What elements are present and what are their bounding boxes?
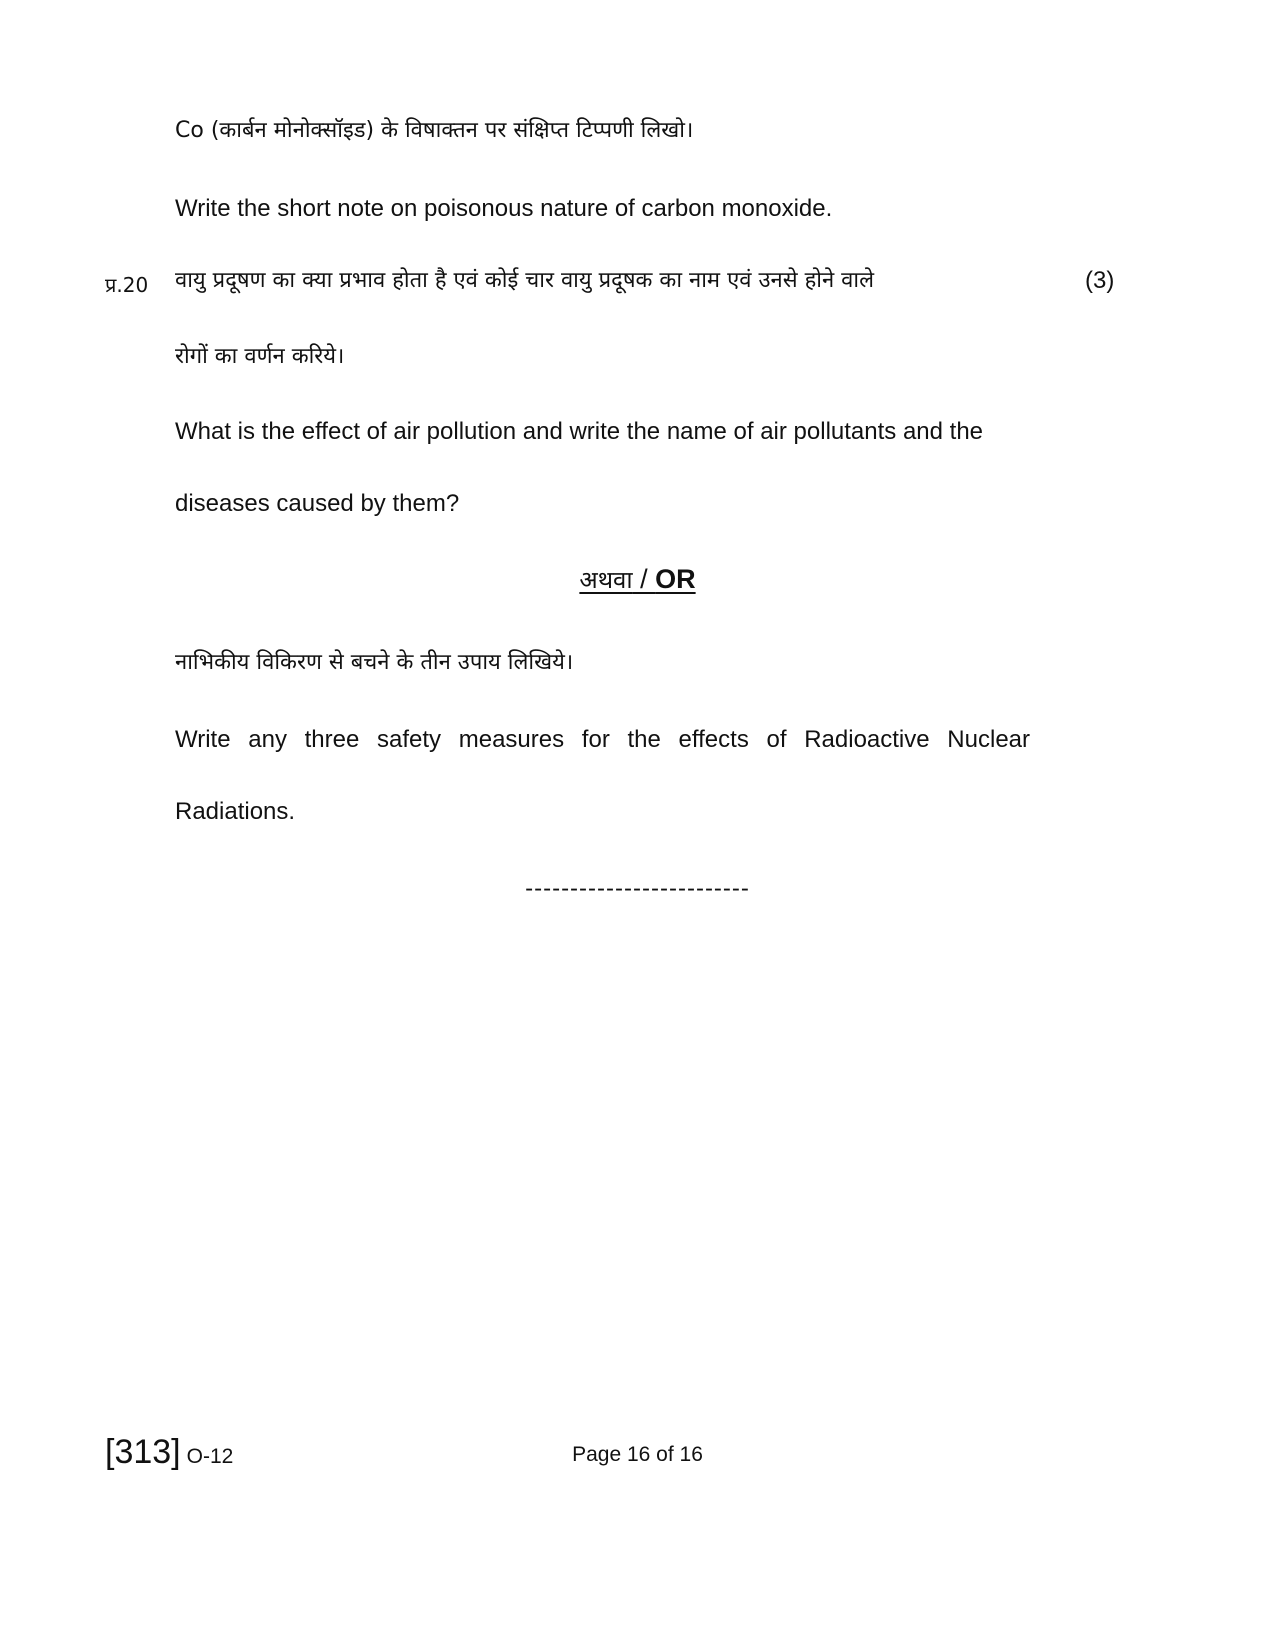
- page-number: Page 16 of 16: [572, 1443, 703, 1466]
- or-hindi: अथवा: [579, 566, 633, 594]
- question-number: प्र.20: [105, 273, 149, 297]
- question-20-english-line2: diseases caused by them?: [175, 490, 460, 517]
- end-divider: -------------------------: [525, 875, 750, 902]
- set-code: O-12: [186, 1445, 234, 1468]
- question-20-hindi-line1: वायु प्रदूषण का क्या प्रभाव होता है एवं कोई चार वायु प्रदूषक का नाम एवं उनसे होने वाले: [175, 268, 875, 293]
- alternative-english-line1: Write any three safety measures for the effects of Radioactive Nuclear: [175, 726, 1030, 753]
- or-english: OR: [655, 564, 696, 594]
- prev-question-english: Write the short note on poisonous nature of carbon monoxide.: [175, 195, 833, 222]
- prev-question-hindi: Co (कार्बन मोनोक्सॉइड) के विषाक्तन पर संक्षिप्त टिप्पणी लिखो।: [175, 118, 694, 143]
- paper-code: [313]: [105, 1433, 181, 1471]
- alternative-hindi: नाभिकीय विकिरण से बचने के तीन उपाय लिखिये।: [175, 650, 574, 675]
- question-marks: (3): [1085, 267, 1115, 294]
- alternative-english-line2: Radiations.: [175, 798, 296, 825]
- or-slash: /: [632, 564, 656, 594]
- or-separator: [0, 562, 1275, 597]
- question-20-hindi-line2: रोगों का वर्णन करिये।: [175, 344, 345, 369]
- question-20-english-line1: What is the effect of air pollution and write the name of air pollutants and the: [175, 418, 984, 445]
